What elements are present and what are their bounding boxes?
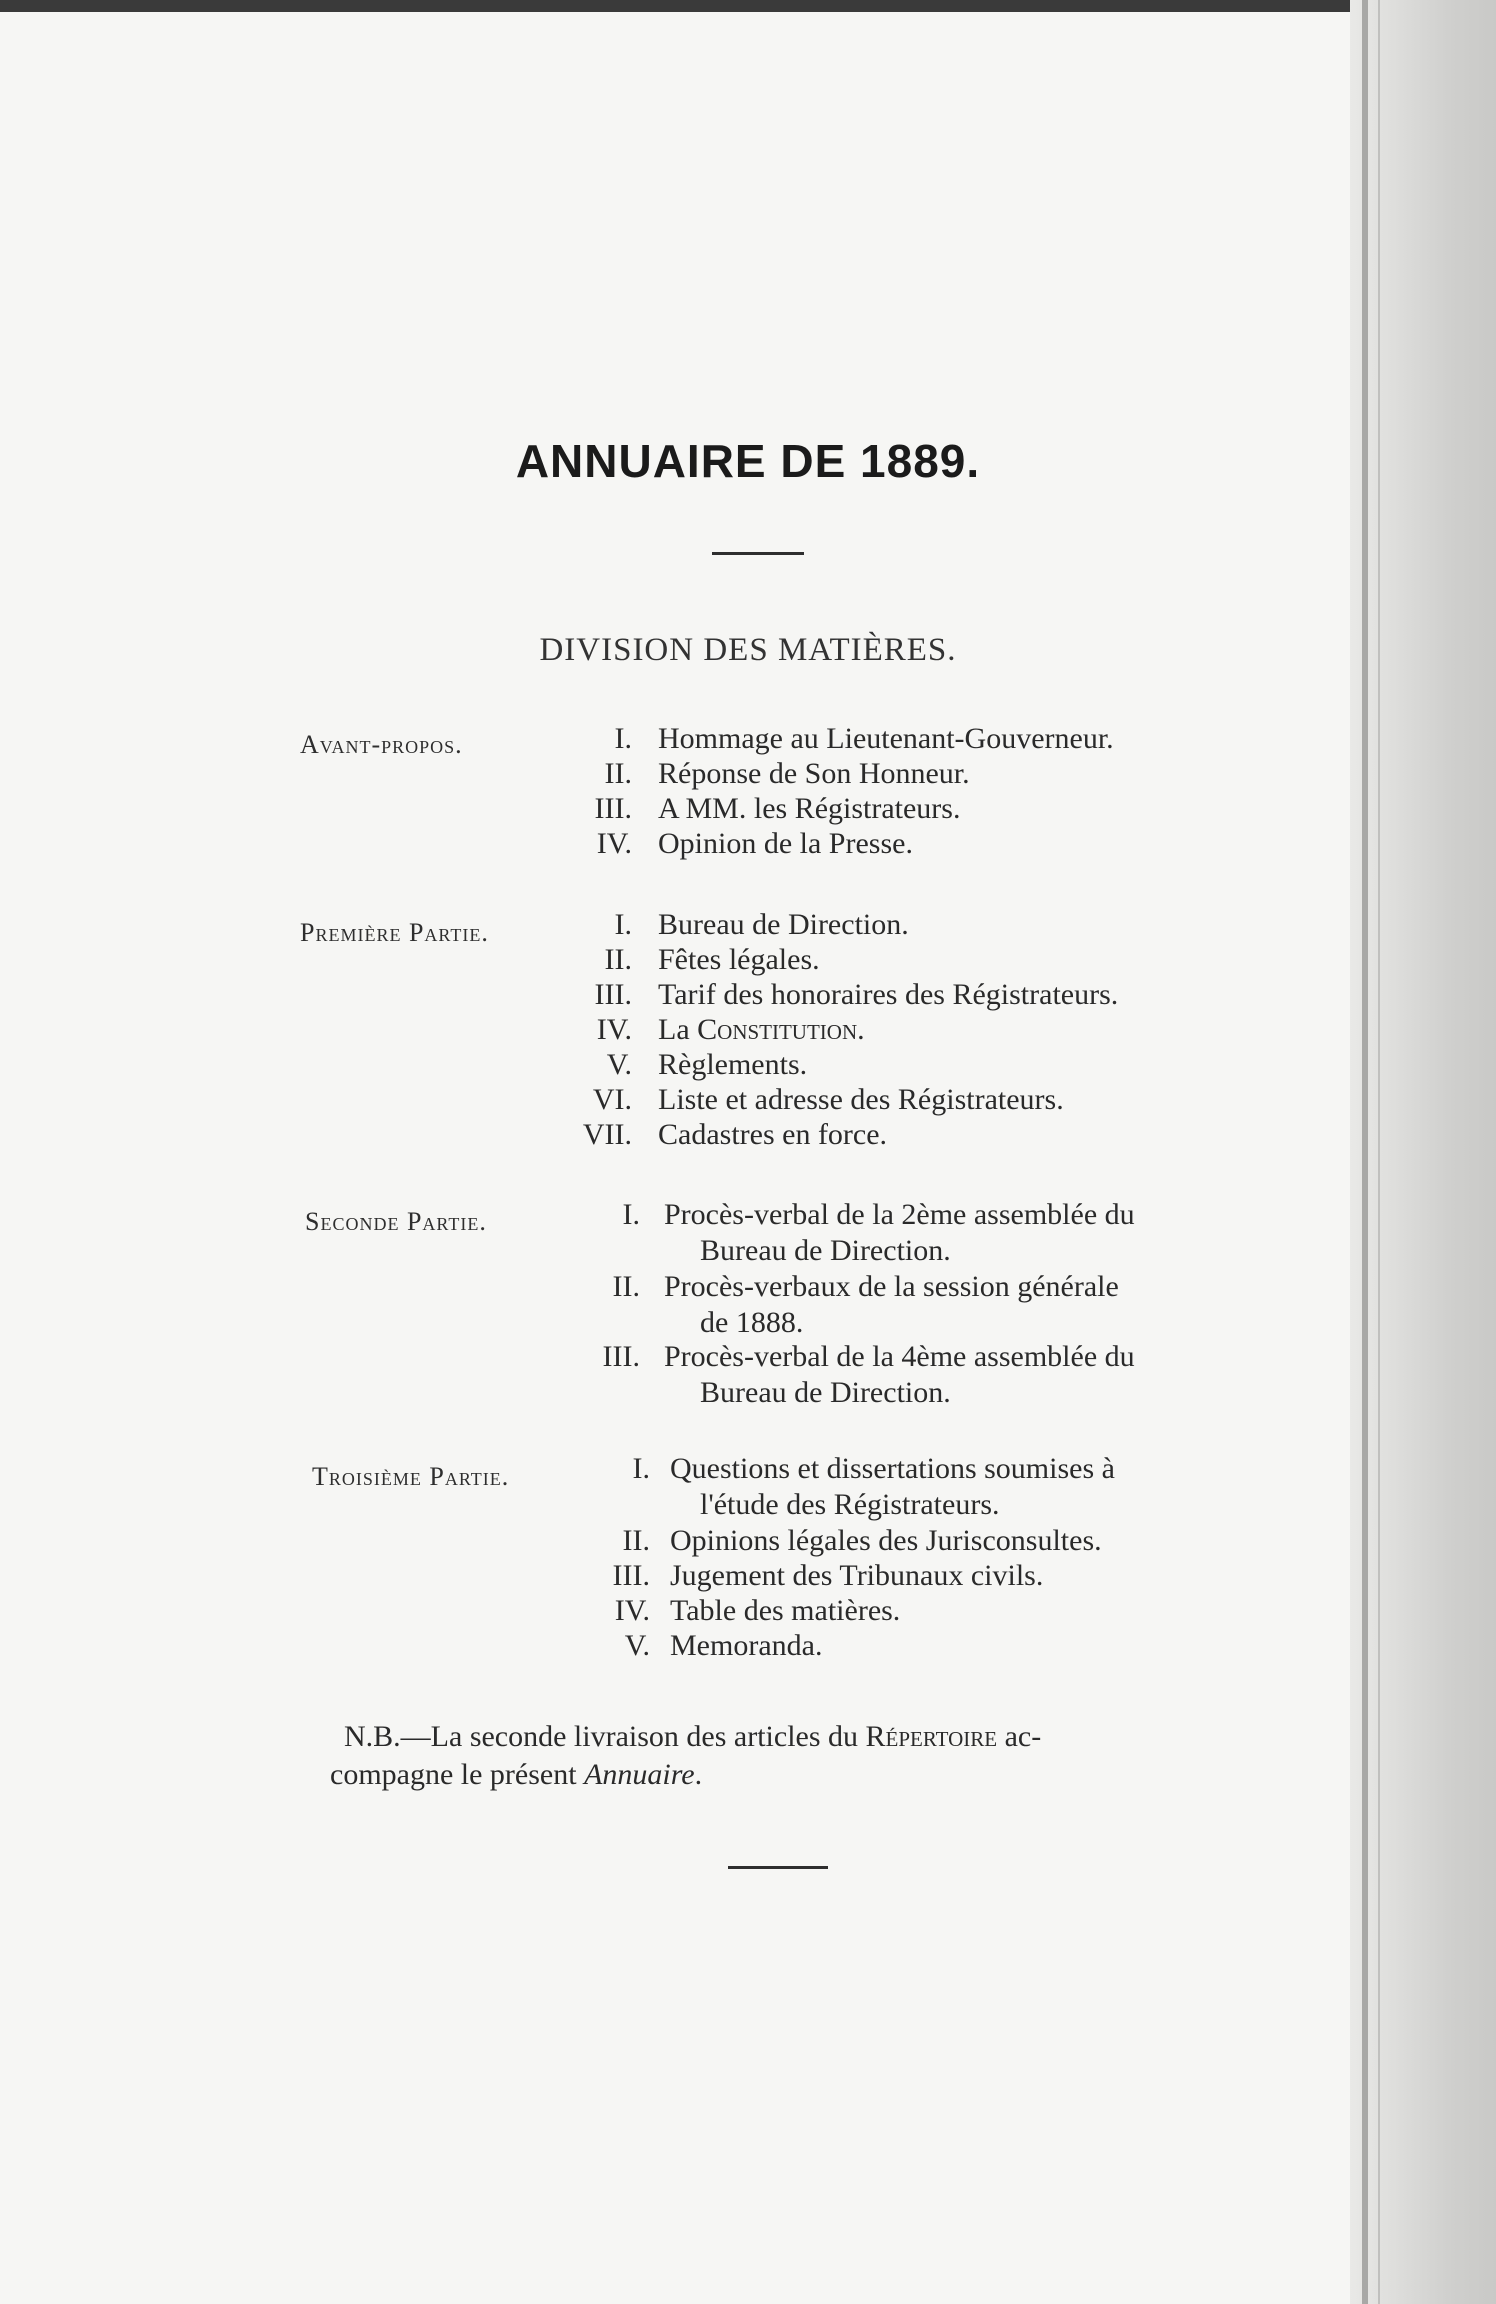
page-title: ANNUAIRE DE 1889. bbox=[515, 435, 981, 487]
item-number: III. bbox=[594, 792, 632, 825]
section-label: Troisième Partie. bbox=[312, 1462, 510, 1491]
item-text: Memoranda. bbox=[670, 1629, 823, 1662]
item-number: II. bbox=[604, 943, 632, 976]
item-number: II. bbox=[612, 1270, 640, 1303]
closing-rule bbox=[728, 1866, 828, 1869]
note-line-2 bbox=[330, 1756, 1250, 1794]
section-label: Avant-propos. bbox=[300, 730, 463, 759]
item-text bbox=[658, 1013, 865, 1047]
item-text: Règlements. bbox=[658, 1048, 808, 1081]
item-text-continued: Bureau de Direction. bbox=[700, 1376, 951, 1409]
item-number: II. bbox=[604, 757, 632, 790]
item-text-smallcaps: Constitution bbox=[697, 1013, 858, 1046]
page-subtitle: DIVISION DES MATIÈRES. bbox=[539, 632, 957, 668]
item-number: VI. bbox=[592, 1083, 632, 1116]
item-number: I. bbox=[632, 1452, 650, 1485]
item-number: I. bbox=[622, 1198, 640, 1231]
item-number: V. bbox=[624, 1629, 650, 1662]
title-rule bbox=[712, 552, 804, 555]
item-text: Hommage au Lieutenant-Gouverneur. bbox=[658, 722, 1114, 755]
item-text: Table des matières. bbox=[670, 1594, 901, 1627]
item-text: A MM. les Régistrateurs. bbox=[658, 792, 961, 825]
item-number: IV. bbox=[596, 1013, 632, 1046]
item-number: II. bbox=[622, 1524, 650, 1557]
item-text-continued: l'étude des Régistrateurs. bbox=[700, 1488, 1000, 1521]
item-text: Liste et adresse des Régistrateurs. bbox=[658, 1083, 1064, 1116]
note-line2-prefix: compagne le présent bbox=[330, 1758, 585, 1791]
item-text: Opinions légales des Jurisconsultes. bbox=[670, 1524, 1102, 1557]
note-suffix: ac- bbox=[997, 1720, 1042, 1753]
item-text-prefix: La bbox=[658, 1013, 698, 1046]
item-text: Réponse de Son Honneur. bbox=[658, 757, 970, 790]
note-italic: Annuaire bbox=[584, 1758, 695, 1791]
note-line2-suffix: . bbox=[694, 1758, 703, 1791]
item-number: III. bbox=[594, 978, 632, 1011]
item-text: Procès-verbal de la 4ème assemblée du bbox=[664, 1340, 1135, 1373]
page-right-margin-shadow bbox=[1350, 0, 1496, 2304]
item-text: Jugement des Tribunaux civils. bbox=[670, 1559, 1044, 1592]
item-text: Opinion de la Presse. bbox=[658, 827, 913, 860]
item-number: V. bbox=[606, 1048, 632, 1081]
section-label: Seconde Partie. bbox=[305, 1207, 487, 1236]
item-text: Cadastres en force. bbox=[658, 1118, 888, 1151]
section-label: Première Partie. bbox=[300, 918, 489, 947]
note-prefix: N.B.—La seconde livraison des articles du bbox=[344, 1720, 866, 1753]
item-text: Questions et dissertations soumises à bbox=[670, 1452, 1115, 1485]
item-number: III. bbox=[602, 1340, 640, 1373]
item-text: Fêtes légales. bbox=[658, 943, 820, 976]
item-text: Bureau de Direction. bbox=[658, 908, 909, 941]
item-number: I. bbox=[614, 722, 632, 755]
page-top-edge bbox=[0, 0, 1496, 12]
item-text-continued: de 1888. bbox=[700, 1306, 804, 1339]
item-text-continued: Bureau de Direction. bbox=[700, 1234, 951, 1267]
note-paragraph bbox=[330, 1718, 1250, 1794]
note-smallcaps: Répertoire bbox=[865, 1720, 998, 1753]
item-number: VII. bbox=[582, 1118, 632, 1151]
item-text: Procès-verbal de la 2ème assemblée du bbox=[664, 1198, 1135, 1231]
item-text-suffix: . bbox=[857, 1013, 865, 1046]
item-number: I. bbox=[614, 908, 632, 941]
item-number: IV. bbox=[614, 1594, 650, 1627]
page-fold-line-inner bbox=[1378, 0, 1380, 2304]
page-fold-line bbox=[1362, 0, 1368, 2304]
item-text: Tarif des honoraires des Régistrateurs. bbox=[658, 978, 1119, 1011]
item-text: Procès-verbaux de la session générale bbox=[664, 1270, 1119, 1303]
item-number: III. bbox=[612, 1559, 650, 1592]
item-number: IV. bbox=[596, 827, 632, 860]
